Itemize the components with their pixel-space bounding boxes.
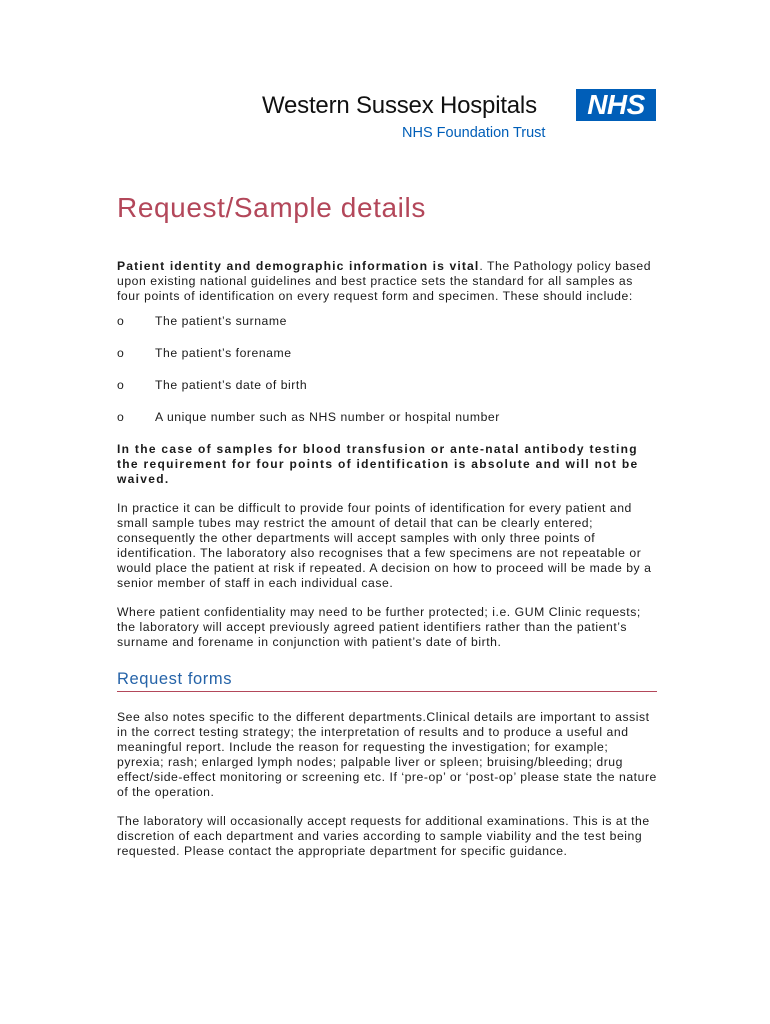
list-item (117, 378, 657, 393)
list-item-text: The patient’s surname (155, 314, 287, 328)
logo-organisation-name: Western Sussex Hospitals (262, 92, 537, 119)
bullet-mark: o (117, 378, 125, 392)
list-item-text: The patient’s date of birth (155, 378, 308, 392)
bullet-mark: o (117, 346, 125, 360)
intro-text: . The Pathology policy based upon existing national guidelines and best practice sets the standard for all samples as four points of identification on every request form and specimen. These should include: (117, 259, 652, 303)
logo-trust-name: NHS Foundation Trust (402, 125, 546, 141)
transfusion-note: In the case of samples for blood transfusion or ante-natal antibody testing the requirement for four points of identification is absolute and will not be waived. (117, 442, 639, 486)
bullet-mark: o (117, 314, 125, 328)
section-divider (117, 691, 657, 692)
list-item (117, 410, 657, 425)
intro-paragraph (117, 259, 657, 304)
document-body (117, 190, 657, 859)
additional-examinations-paragraph: The laboratory will occasionally accept requests for additional examinations. This is at the discretion of each department and varies according to sample viability and the test being requested. Please contact the appropriate department for specific guidance. (117, 814, 650, 858)
nhs-logo-mark: NHS (576, 89, 656, 121)
confidentiality-paragraph: Where patient confidentiality may need to be further protected; i.e. GUM Clinic requests; the laboratory will accept previously agreed patient identifiers rather than the patient’s surname and forename in conjunction with patient’s date of birth. (117, 605, 641, 649)
list-item-text: A unique number such as NHS number or hospital number (155, 410, 500, 424)
list-item (117, 346, 657, 361)
identification-list (117, 314, 657, 425)
list-item (117, 314, 657, 329)
list-item-text: The patient’s forename (155, 346, 292, 360)
page-title: Request/Sample details (117, 192, 426, 223)
intro-bold-lead: Patient identity and demographic information is vital (117, 259, 480, 273)
trust-logo (262, 88, 656, 144)
request-forms-paragraph: See also notes specific to the different departments.Clinical details are important to assist in the correct testing strategy; the interpretation of results and to produce a useful and meaningful report. Include the reason for requesting the investigation; for example; pyrexia; rash; enlarged lymph nodes; palpable liver or spleen; bruising/bleeding; drug effect/side-effect monitoring or screening etc. If ‘pre-op’ or ‘post-op’ please state the nature of the operation. (117, 710, 657, 799)
bullet-mark: o (117, 410, 125, 424)
section-heading-request-forms: Request forms (117, 670, 233, 688)
practice-paragraph: In practice it can be difficult to provide four points of identification for every patient and small sample tubes may restrict the amount of detail that can be clearly entered; consequently the other departments will accept samples with only three points of identification. The laboratory also recognises that a few specimens are not repeatable or would place the patient at risk if repeated. A decision on how to proceed will be made by a senior member of staff in each individual case. (117, 501, 652, 590)
